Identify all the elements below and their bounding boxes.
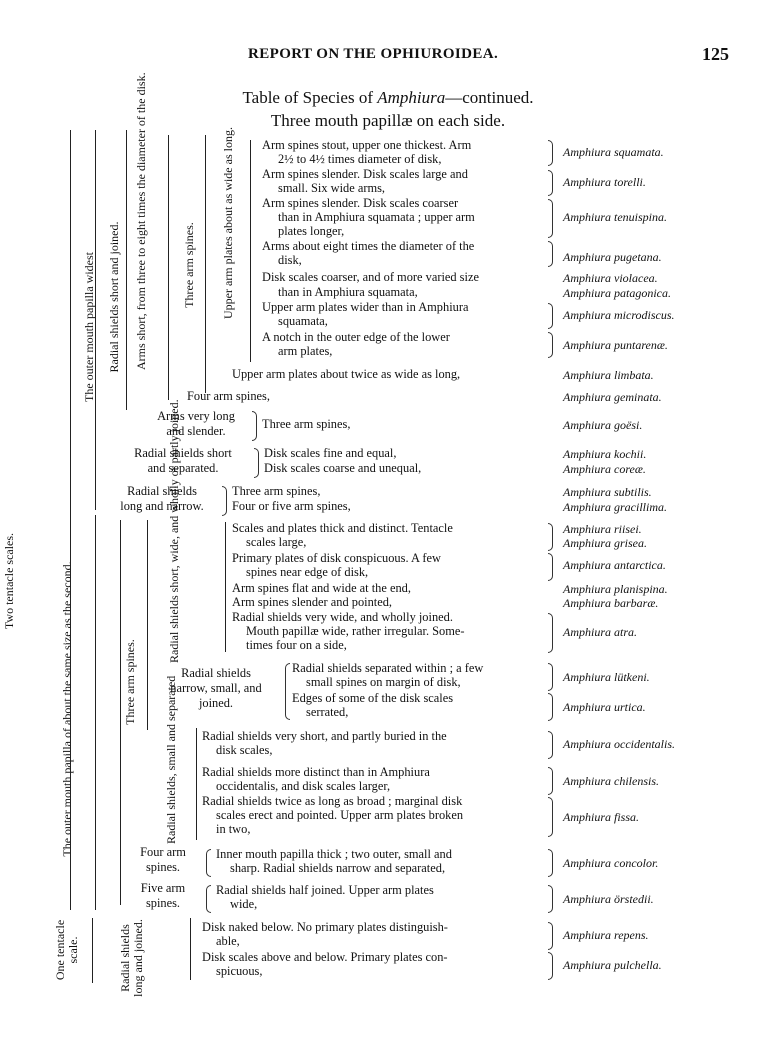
category-radial-shields-short-joined: Radial shields short and joined.	[107, 221, 121, 373]
species-name: Amphiura goësi.	[563, 418, 643, 432]
description-line: spicuous,	[216, 964, 263, 978]
group-label: Radial shields	[127, 484, 197, 498]
bracket-rule	[225, 522, 226, 652]
species-name: Amphiura riisei.	[563, 522, 642, 536]
description-line: in two,	[216, 822, 251, 836]
species-name: Amphiura puntarenæ.	[563, 338, 668, 352]
brace	[222, 486, 227, 516]
species-name: Amphiura pulchella.	[563, 958, 662, 972]
brace	[548, 199, 553, 238]
description-line: Radial shields separated within ; a few	[292, 661, 484, 675]
group-label: narrow, small, and	[170, 681, 262, 695]
brace	[548, 553, 553, 581]
brace	[206, 849, 211, 877]
species-name: Amphiura geminata.	[563, 390, 662, 404]
description-line: Scales and plates thick and distinct. Tentacle	[232, 521, 453, 535]
page-number: 125	[702, 44, 729, 64]
group-label: and separated.	[147, 461, 219, 475]
description-line: Arm spines slender and pointed,	[232, 595, 393, 609]
description-line: Disk scales coarse and unequal,	[264, 461, 422, 475]
category-one-tentacle-scale: One tentacle scale.	[53, 919, 80, 981]
description-line: Inner mouth papilla thick ; two outer, small and	[216, 847, 452, 861]
description-line: than in Amphiura squamata ; upper arm	[278, 210, 475, 224]
description-line: scales large,	[246, 535, 307, 549]
description-line: Radial shields more distinct than in Amphiura	[202, 765, 430, 779]
species-name: Amphiura antarctica.	[563, 558, 666, 572]
brace	[548, 170, 553, 196]
species-name: Amphiura örstedii.	[563, 892, 654, 906]
species-name: Amphiura torelli.	[563, 175, 646, 189]
category-upper-plates-wide: Upper arm plates about as wide as long.	[221, 127, 235, 319]
table-title	[0, 88, 776, 108]
species-name: Amphiura chilensis.	[563, 774, 659, 788]
species-name: Amphiura planispina.	[563, 582, 668, 596]
category-radial-shields-small-separated: Radial shields, small and separated	[164, 675, 178, 844]
category-outer-papilla-same-size: The outer mouth papilla of about the same size as the second.	[60, 561, 74, 857]
category-two-tentacle-scales: Two tentacle scales.	[2, 532, 16, 630]
description-line: sharp. Radial shields narrow and separated,	[230, 861, 446, 875]
brace	[548, 731, 553, 759]
description-line: arm plates,	[278, 344, 333, 358]
bracket-rule	[147, 520, 148, 730]
description-line: Arm spines stout, upper one thickest. Arm	[262, 138, 472, 152]
bracket-rule	[190, 918, 191, 980]
brace	[285, 663, 290, 720]
species-name: Amphiura urtica.	[563, 700, 646, 714]
species-name: Amphiura barbaræ.	[563, 596, 659, 610]
category-three-arm-spines-b: Three arm spines.	[123, 639, 137, 725]
group-label: joined.	[198, 696, 234, 710]
brace	[548, 797, 553, 837]
species-name: Amphiura occidentalis.	[563, 737, 675, 751]
description-line: Primary plates of disk conspicuous. A few	[232, 551, 441, 565]
brace	[548, 922, 553, 950]
bracket-rule	[168, 135, 169, 400]
species-name: Amphiura repens.	[563, 928, 649, 942]
category-three-arm-spines-a: Three arm spines.	[182, 222, 196, 308]
page-header	[0, 30, 776, 70]
brace	[548, 693, 553, 721]
table-title-suffix: —continued.	[445, 88, 534, 107]
category-outer-papilla-widest: The outer mouth papilla widest	[82, 252, 96, 402]
description-line: Mouth papillæ wide, rather irregular. Some-	[246, 624, 465, 638]
species-name: Amphiura tenuispina.	[563, 210, 667, 224]
brace	[548, 332, 553, 358]
species-name: Amphiura fissa.	[563, 810, 640, 824]
description-line: plates longer,	[278, 224, 345, 238]
description-line: spines near edge of disk,	[246, 565, 369, 579]
description-line: Disk scales above and below. Primary plates con-	[202, 950, 448, 964]
table-subtitle: Three mouth papillæ on each side.	[270, 111, 506, 130]
description-line: 2½ to 4½ times diameter of disk,	[278, 152, 442, 166]
description-line: serrated,	[306, 705, 349, 719]
group-label: Five arm	[140, 881, 186, 895]
group-label: Radial shields	[181, 666, 251, 680]
group-label: spines.	[145, 860, 181, 874]
species-name: Amphiura kochii.	[563, 447, 647, 461]
category-arms-short: Arms short, from three to eight times the diameter of the disk.	[134, 72, 148, 370]
species-name: Amphiura patagonica.	[563, 286, 671, 300]
species-name: Amphiura squamata.	[563, 145, 664, 159]
description-line: than in Amphiura squamata,	[278, 285, 418, 299]
description-line: able,	[216, 934, 240, 948]
group-label: spines.	[145, 896, 181, 910]
bracket-rule	[70, 130, 71, 910]
brace	[206, 885, 211, 913]
brace	[254, 448, 259, 478]
bracket-rule	[250, 140, 251, 362]
brace	[548, 241, 553, 267]
description-line: A notch in the outer edge of the lower	[262, 330, 450, 344]
description-line: Disk naked below. No primary plates distinguish-	[202, 920, 448, 934]
brace	[548, 523, 553, 551]
brace	[548, 885, 553, 913]
description-line: disk scales,	[216, 743, 273, 757]
group-label: Four arm	[140, 845, 186, 859]
category-radial-shields-short-wide: Radial shields short, wide, and wholly or partly joined.	[167, 399, 181, 663]
description-line: Radial shields very short, and partly buried in the	[202, 729, 447, 743]
description-line: Upper arm plates wider than in Amphiura	[262, 300, 469, 314]
description-line: Radial shields half joined. Upper arm plates	[216, 883, 434, 897]
group-label: and slender.	[166, 424, 226, 438]
description-line: Arm spines flat and wide at the end,	[232, 581, 411, 595]
species-name: Amphiura violacea.	[563, 271, 658, 285]
species-name: Amphiura subtilis.	[563, 485, 652, 499]
description-line: Edges of some of the disk scales	[292, 691, 454, 705]
group-label: Arms very long	[157, 409, 235, 423]
species-name: Amphiura microdiscus.	[563, 308, 675, 322]
species-name: Amphiura coreæ.	[563, 462, 646, 476]
description-line: Radial shields twice as long as broad ; marginal disk	[202, 794, 463, 808]
species-name: Amphiura atra.	[563, 625, 638, 639]
species-name: Amphiura concolor.	[563, 856, 659, 870]
brace	[548, 613, 553, 653]
category-radial-shields-long-joined: Radial shields long and joined.	[118, 919, 145, 997]
description-line: times four on a side,	[246, 638, 347, 652]
description-line: Disk scales fine and equal,	[264, 446, 397, 460]
table-title-prefix: Table of Species of	[242, 88, 378, 107]
description-line: wide,	[230, 897, 258, 911]
bracket-rule	[92, 918, 93, 983]
description-line: Four arm spines,	[187, 389, 270, 403]
description-line: Disk scales coarser, and of more varied size	[262, 270, 479, 284]
description-line: Three arm spines,	[232, 484, 321, 498]
brace	[548, 140, 553, 166]
table-title-genus: Amphiura	[377, 88, 446, 107]
description-line: small spines on margin of disk,	[306, 675, 461, 689]
brace	[548, 849, 553, 877]
description-line: scales erect and pointed. Upper arm plates broken	[216, 808, 464, 822]
species-name: Amphiura lütkeni.	[563, 670, 650, 684]
description-line: Upper arm plates about twice as wide as long,	[232, 367, 461, 381]
species-name: Amphiura pugetana.	[563, 250, 662, 264]
description-line: Arm spines slender. Disk scales large and	[262, 167, 468, 181]
brace	[548, 767, 553, 795]
running-title: REPORT ON THE OPHIUROIDEA.	[248, 46, 499, 62]
bracket-rule	[120, 520, 121, 905]
description-line: Three arm spines,	[262, 417, 351, 431]
bracket-rule	[95, 130, 96, 510]
group-label: long and narrow.	[120, 499, 204, 513]
brace	[548, 952, 553, 980]
description-line: Arm spines slender. Disk scales coarser	[262, 196, 459, 210]
bracket-rule	[95, 515, 96, 910]
bracket-rule	[205, 135, 206, 393]
species-name: Amphiura limbata.	[563, 368, 654, 382]
brace	[252, 411, 257, 441]
brace	[548, 303, 553, 329]
description-line: squamata,	[278, 314, 328, 328]
description-line: Four or five arm spines,	[232, 499, 351, 513]
description-line: occidentalis, and disk scales larger,	[216, 779, 391, 793]
species-name: Amphiura gracillima.	[563, 500, 667, 514]
description-line: Radial shields very wide, and wholly joined.	[232, 610, 453, 624]
species-name: Amphiura grisea.	[563, 536, 647, 550]
bracket-rule	[196, 728, 197, 840]
brace	[548, 663, 553, 691]
description-line: small. Six wide arms,	[278, 181, 386, 195]
group-label: Radial shields short	[134, 446, 232, 460]
description-line: Arms about eight times the diameter of the	[262, 239, 475, 253]
description-line: disk,	[278, 253, 302, 267]
bracket-rule	[126, 130, 127, 410]
